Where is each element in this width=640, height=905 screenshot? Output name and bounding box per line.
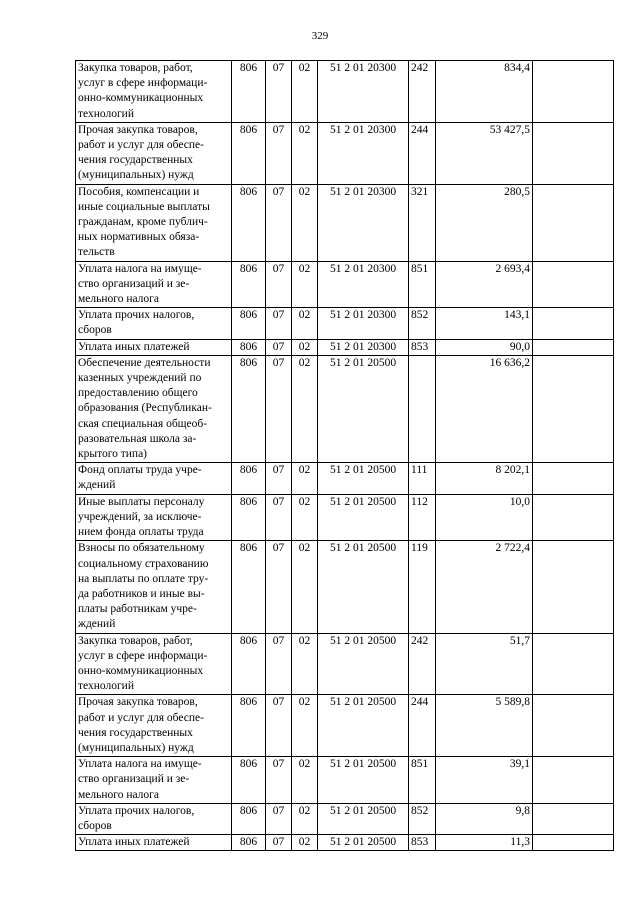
row-amount-cell: 16 636,2 [436, 355, 533, 462]
row-section-cell: 07 [266, 757, 292, 804]
row-subsection-cell: 02 [292, 339, 318, 355]
row-expense-type-cell: 242 [409, 61, 436, 123]
row-section-cell: 07 [266, 633, 292, 695]
row-empty-cell [533, 339, 614, 355]
row-empty-cell [533, 261, 614, 308]
row-target-article-cell: 51 2 01 20300 [318, 308, 409, 339]
row-expense-type-cell: 112 [409, 494, 436, 541]
row-empty-cell [533, 633, 614, 695]
row-name-cell: Закупка товаров, работ, услуг в сфере информаци- онно-коммуникационных технологий [76, 633, 232, 695]
row-target-article-cell: 51 2 01 20500 [318, 835, 409, 851]
row-subsection-cell: 02 [292, 633, 318, 695]
row-amount-cell: 51,7 [436, 633, 533, 695]
row-subsection-cell: 02 [292, 835, 318, 851]
row-target-article-cell: 51 2 01 20500 [318, 757, 409, 804]
table-row [76, 61, 614, 123]
row-empty-cell [533, 308, 614, 339]
row-section-cell: 07 [266, 835, 292, 851]
row-amount-cell: 10,0 [436, 494, 533, 541]
row-grbs-cell: 806 [232, 339, 266, 355]
row-target-article-cell: 51 2 01 20500 [318, 494, 409, 541]
table-row [76, 541, 614, 633]
row-expense-type-cell: 852 [409, 803, 436, 834]
row-empty-cell [533, 757, 614, 804]
row-name-cell: Уплата налога на имуще- ство организаций и зе- мельного налога [76, 261, 232, 308]
row-empty-cell [533, 695, 614, 757]
row-expense-type-cell: 853 [409, 339, 436, 355]
row-expense-type-cell: 852 [409, 308, 436, 339]
table-row [76, 633, 614, 695]
table-row [76, 261, 614, 308]
row-expense-type-cell: 119 [409, 541, 436, 633]
row-name-cell: Взносы по обязательному социальному страхованию на выплаты по оплате тру- да работников и иные вы- платы работникам учре- ждений [76, 541, 232, 633]
row-grbs-cell: 806 [232, 355, 266, 462]
row-subsection-cell: 02 [292, 184, 318, 261]
row-section-cell: 07 [266, 261, 292, 308]
table-row [76, 835, 614, 851]
table-row [76, 308, 614, 339]
row-subsection-cell: 02 [292, 355, 318, 462]
row-name-cell: Прочая закупка товаров, работ и услуг для обеспе- чения государственных (муниципальных) нужд [76, 695, 232, 757]
row-subsection-cell: 02 [292, 803, 318, 834]
row-amount-cell: 2 722,4 [436, 541, 533, 633]
row-name-cell: Закупка товаров, работ, услуг в сфере информаци- онно-коммуникационных технологий [76, 61, 232, 123]
row-grbs-cell: 806 [232, 835, 266, 851]
row-grbs-cell: 806 [232, 803, 266, 834]
row-expense-type-cell: 242 [409, 633, 436, 695]
row-grbs-cell: 806 [232, 122, 266, 184]
row-amount-cell: 11,3 [436, 835, 533, 851]
row-subsection-cell: 02 [292, 308, 318, 339]
row-expense-type-cell [409, 355, 436, 462]
row-name-cell: Уплата налога на имуще- ство организаций и зе- мельного налога [76, 757, 232, 804]
row-grbs-cell: 806 [232, 633, 266, 695]
row-empty-cell [533, 184, 614, 261]
row-section-cell: 07 [266, 494, 292, 541]
row-name-cell: Пособия, компенсации и иные социальные выплаты гражданам, кроме публич- ных нормативных обяза- тельств [76, 184, 232, 261]
row-section-cell: 07 [266, 355, 292, 462]
row-section-cell: 07 [266, 308, 292, 339]
row-grbs-cell: 806 [232, 184, 266, 261]
row-section-cell: 07 [266, 695, 292, 757]
row-expense-type-cell: 853 [409, 835, 436, 851]
row-empty-cell [533, 122, 614, 184]
budget-table [75, 60, 614, 851]
budget-table-body [76, 61, 614, 851]
row-name-cell: Уплата иных платежей [76, 339, 232, 355]
row-target-article-cell: 51 2 01 20300 [318, 339, 409, 355]
row-empty-cell [533, 803, 614, 834]
row-subsection-cell: 02 [292, 463, 318, 494]
row-amount-cell: 280,5 [436, 184, 533, 261]
row-name-cell: Уплата прочих налогов, сборов [76, 803, 232, 834]
row-expense-type-cell: 111 [409, 463, 436, 494]
row-name-cell: Фонд оплаты труда учре- ждений [76, 463, 232, 494]
row-subsection-cell: 02 [292, 695, 318, 757]
table-row [76, 494, 614, 541]
row-grbs-cell: 806 [232, 61, 266, 123]
row-target-article-cell: 51 2 01 20500 [318, 633, 409, 695]
row-empty-cell [533, 541, 614, 633]
row-section-cell: 07 [266, 184, 292, 261]
row-subsection-cell: 02 [292, 494, 318, 541]
row-target-article-cell: 51 2 01 20500 [318, 803, 409, 834]
row-empty-cell [533, 835, 614, 851]
table-row [76, 184, 614, 261]
row-section-cell: 07 [266, 803, 292, 834]
row-name-cell: Уплата иных платежей [76, 835, 232, 851]
row-section-cell: 07 [266, 541, 292, 633]
row-section-cell: 07 [266, 463, 292, 494]
row-name-cell: Иные выплаты персоналу учреждений, за исключе- нием фонда оплаты труда [76, 494, 232, 541]
row-amount-cell: 90,0 [436, 339, 533, 355]
page-number: 329 [311, 30, 329, 42]
row-expense-type-cell: 851 [409, 261, 436, 308]
row-target-article-cell: 51 2 01 20500 [318, 355, 409, 462]
row-target-article-cell: 51 2 01 20300 [318, 122, 409, 184]
row-subsection-cell: 02 [292, 757, 318, 804]
row-target-article-cell: 51 2 01 20300 [318, 184, 409, 261]
row-grbs-cell: 806 [232, 494, 266, 541]
table-row [76, 339, 614, 355]
row-section-cell: 07 [266, 122, 292, 184]
row-section-cell: 07 [266, 61, 292, 123]
row-name-cell: Уплата прочих налогов, сборов [76, 308, 232, 339]
row-name-cell: Прочая закупка товаров, работ и услуг для обеспе- чения государственных (муниципальных) нужд [76, 122, 232, 184]
row-empty-cell [533, 494, 614, 541]
row-target-article-cell: 51 2 01 20500 [318, 541, 409, 633]
row-amount-cell: 9,8 [436, 803, 533, 834]
row-grbs-cell: 806 [232, 261, 266, 308]
row-grbs-cell: 806 [232, 463, 266, 494]
table-row [76, 355, 614, 462]
row-grbs-cell: 806 [232, 541, 266, 633]
table-row [76, 803, 614, 834]
row-grbs-cell: 806 [232, 308, 266, 339]
row-amount-cell: 143,1 [436, 308, 533, 339]
row-amount-cell: 2 693,4 [436, 261, 533, 308]
table-row [76, 757, 614, 804]
table-row [76, 463, 614, 494]
row-target-article-cell: 51 2 01 20500 [318, 695, 409, 757]
row-amount-cell: 8 202,1 [436, 463, 533, 494]
row-subsection-cell: 02 [292, 541, 318, 633]
row-expense-type-cell: 244 [409, 695, 436, 757]
row-subsection-cell: 02 [292, 122, 318, 184]
row-expense-type-cell: 244 [409, 122, 436, 184]
table-row [76, 695, 614, 757]
row-amount-cell: 53 427,5 [436, 122, 533, 184]
table-row [76, 122, 614, 184]
row-name-cell: Обеспечение деятельности казенных учреждений по предоставлению общего образования (Республикан- ская специальная общеоб- разовательная школа за- крытого типа) [76, 355, 232, 462]
row-subsection-cell: 02 [292, 261, 318, 308]
row-expense-type-cell: 321 [409, 184, 436, 261]
row-empty-cell [533, 355, 614, 462]
row-empty-cell [533, 463, 614, 494]
row-amount-cell: 39,1 [436, 757, 533, 804]
row-grbs-cell: 806 [232, 757, 266, 804]
row-amount-cell: 5 589,8 [436, 695, 533, 757]
row-grbs-cell: 806 [232, 695, 266, 757]
row-target-article-cell: 51 2 01 20300 [318, 61, 409, 123]
row-expense-type-cell: 851 [409, 757, 436, 804]
row-target-article-cell: 51 2 01 20500 [318, 463, 409, 494]
row-section-cell: 07 [266, 339, 292, 355]
row-amount-cell: 834,4 [436, 61, 533, 123]
row-empty-cell [533, 61, 614, 123]
row-subsection-cell: 02 [292, 61, 318, 123]
row-target-article-cell: 51 2 01 20300 [318, 261, 409, 308]
